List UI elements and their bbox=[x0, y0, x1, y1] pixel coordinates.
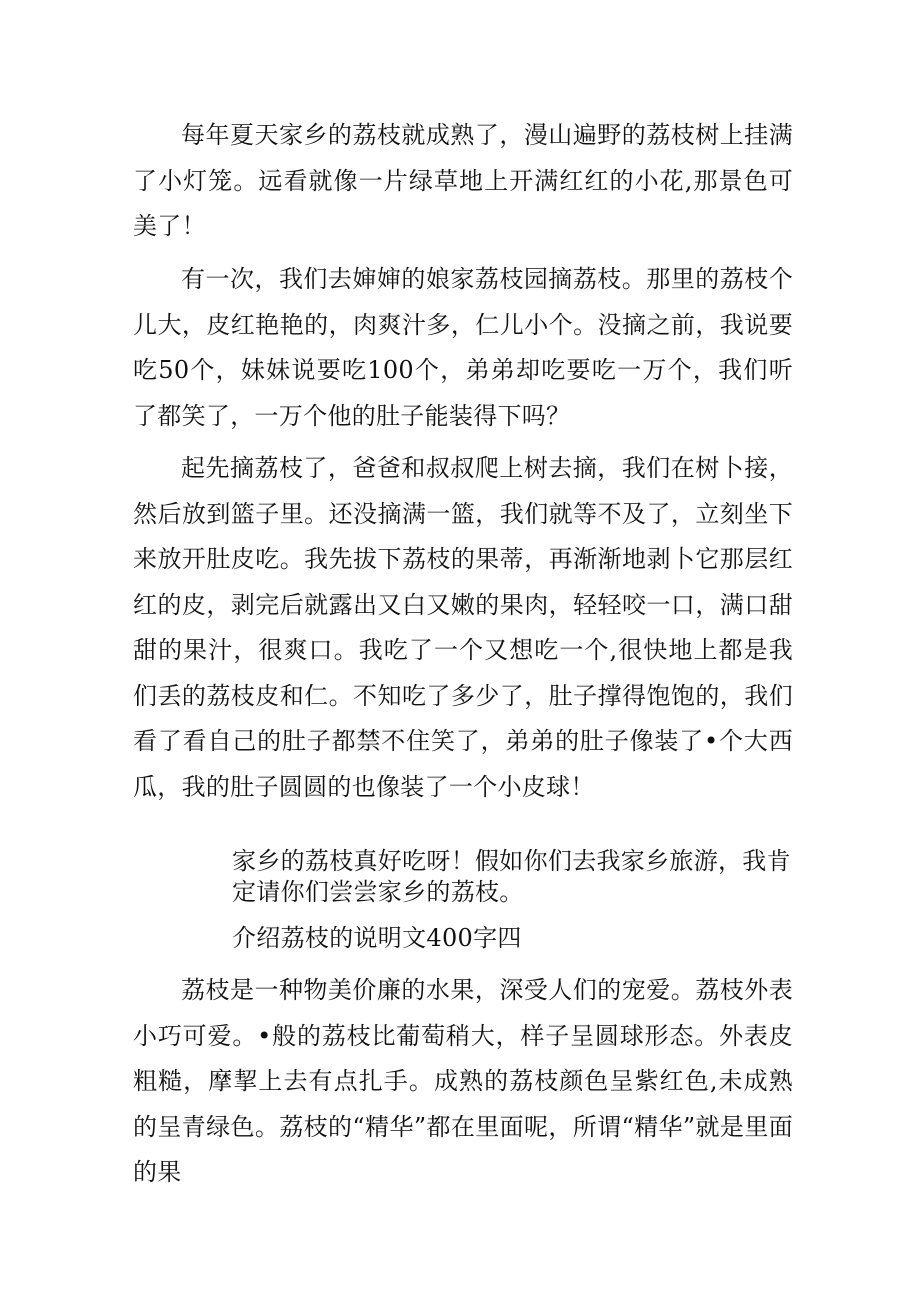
paragraph-orchard-visit: 有一次，我们去婶婶的娘家荔枝园摘荔枝。那里的荔枝个儿大，皮红艳艳的，肉爽汁多，仁儿小个。没摘之前，我说要吃50个，妹妹说要吃100个，弟弟却吃要吃一万个，我们听了都笑了，一万个他的肚子能装得下吗？ bbox=[133, 265, 793, 430]
paragraph-intro: 每年夏天家乡的荔枝就成熟了，漫山遍野的荔枝树上挂满了小灯笼。远看就像一片绿草地上开满红红的小花,那景色可美了！ bbox=[133, 121, 793, 240]
paragraph-picking-eating: 起先摘荔枝了，爸爸和叔叔爬上树去摘，我们在树卜接，然后放到篮子里。还没摘满一篮，我们就等不及了，立刻坐下来放开肚皮吃。我先拔下荔枝的果蒂，再渐渐地剥卜它那层红红的皮，剥完后就露出又白又嫩的果肉，轻轻咬一口，满口甜甜的果汁，很爽口。我吃了一个又想吃一个,很快地上都是我们丢的荔枝皮和仁。不知吃了多少了，肚子撑得饱饱的，我们看了看自己的肚子都禁不住笑了，弟弟的肚子像装了•个大西瓜，我的肚子圆圆的也像装了一个小皮球！ bbox=[133, 454, 793, 801]
paragraph-description: 荔枝是一种物美价廉的水果，深受人们的宠爱。荔枝外表小巧可爱。•般的荔枝比葡萄稍大，样子呈圆球形态。外表皮粗糙，摩挈上去有点扎手。成熟的荔枝颜色呈紫红色,未成熟的呈青绿色。荔枝的“精华”都在里面呢，所谓“精华”就是里面的果 bbox=[133, 976, 793, 1186]
section-heading: 介绍荔枝的说明文400字四 bbox=[232, 924, 522, 952]
paragraph-invitation: 家乡的荔枝真好吃呀！假如你们去我家乡旅游，我肯定请你们尝尝家乡的荔枝。 bbox=[232, 847, 791, 906]
